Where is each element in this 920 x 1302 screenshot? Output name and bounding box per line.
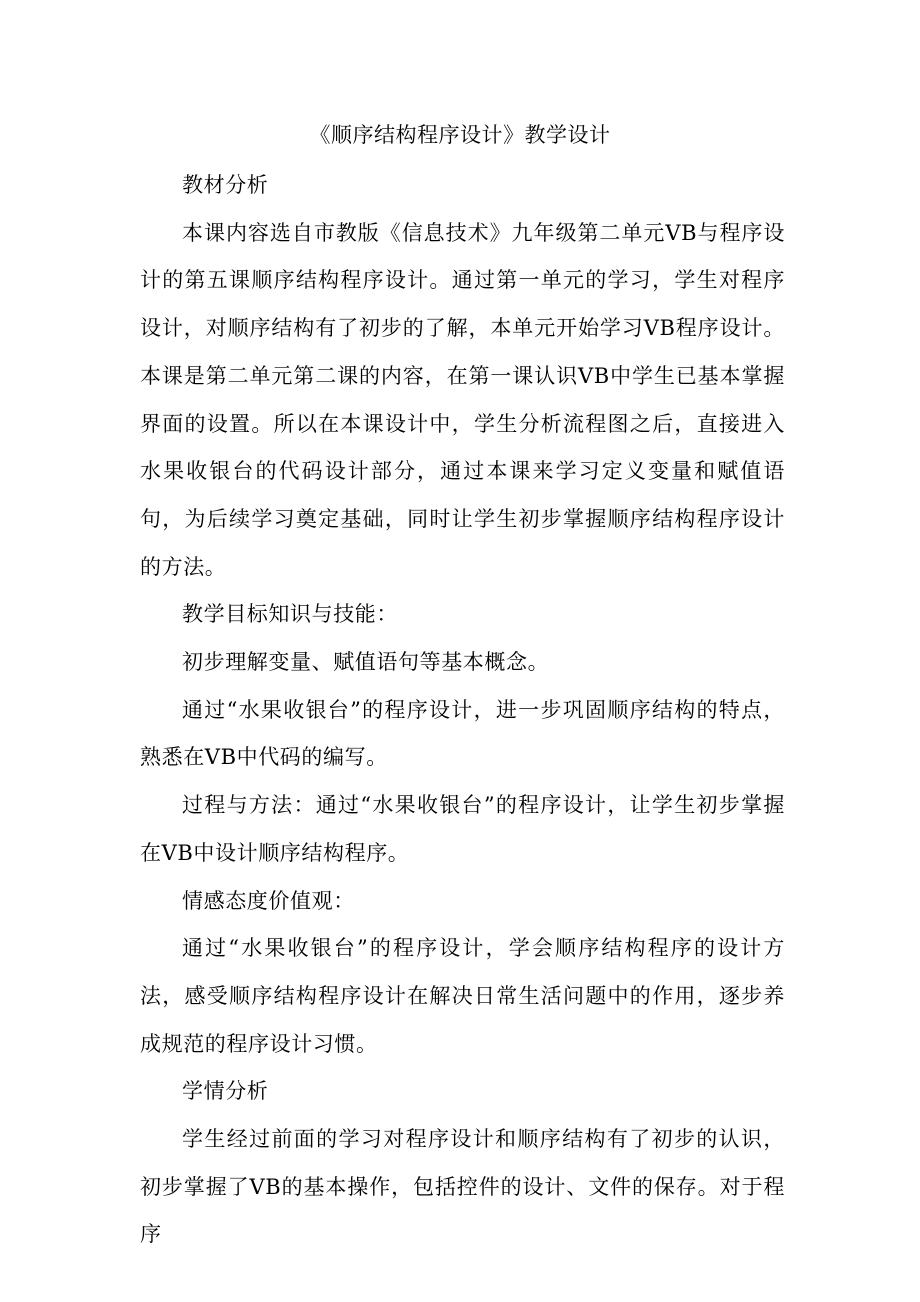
paragraph-goal-concepts: 初步理解变量、赋值语句等基本概念。 [182, 650, 550, 675]
paragraph-textbook-analysis: 本课内容选自市教版《信息技术》九年级第二单元VB与程序设计的第五课顺序结构程序设计。通过第一单元的学习，学生对程序设计，对顺序结构有了初步的了解，本单元开始学习VB程序设计。本课是第二单元第二课的内容，在第一课认识VB中学生已基本掌握界面的设置。所以在本课设计中，学生分析流程图之后，直接进入水果收银台的代码设计部分，通过本课来学习定义变量和赋值语句，为后续学习奠定基础，同时让学生初步掌握顺序结构程序设计的方法。 [140, 220, 785, 579]
heading-emotion-values: 情感态度价值观： [182, 888, 355, 913]
heading-knowledge-skills: 教学目标知识与技能： [182, 602, 398, 627]
paragraph-emotion-values: 通过“水果收银台”的程序设计，学会顺序结构程序的设计方法，感受顺序结构程序设计在解决日常生活问题中的作用，逐步养成规范的程序设计习惯。 [140, 936, 785, 1056]
paragraph-learner-analysis: 学生经过前面的学习对程序设计和顺序结构有了初步的认识，初步掌握了VB的基本操作，包括控件的设计、文件的保存。对于程序 [140, 1127, 785, 1247]
paragraph-goal-sequential: 通过“水果收银台”的程序设计，进一步巩固顺序结构的特点，熟悉在VB中代码的编写。 [140, 697, 785, 770]
document-body [140, 162, 785, 1259]
heading-textbook-analysis: 教材分析 [182, 173, 269, 197]
paragraph-process-method: 过程与方法：通过“水果收银台”的程序设计，让学生初步掌握在VB中设计顺序结构程序。 [140, 793, 785, 865]
heading-learner-analysis: 学情分析 [182, 1079, 269, 1104]
document-title: 《顺序结构程序设计》教学设计 [309, 123, 611, 147]
